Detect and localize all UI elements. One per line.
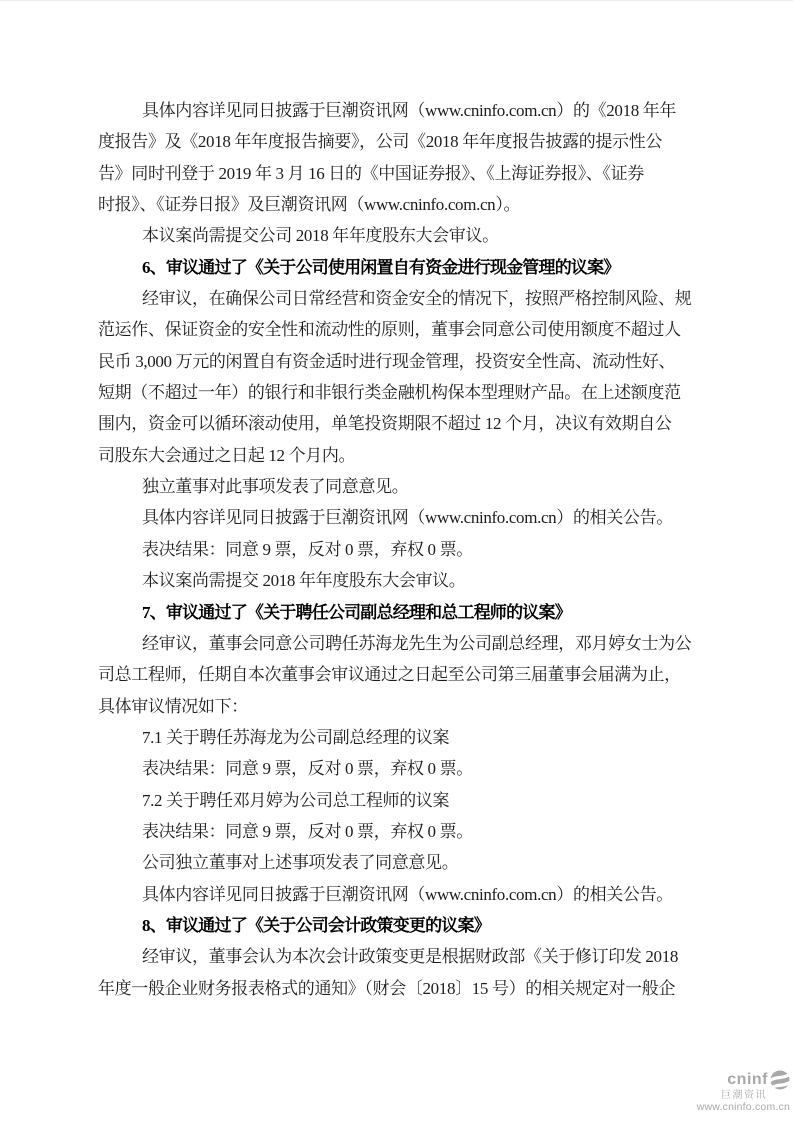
doc-line: 具体内容详见同日披露于巨潮资讯网（www.cninfo.com.cn）的《2018 年年 bbox=[142, 101, 677, 120]
section-8-heading: 8、审议通过了《关于公司会计政策变更的议案》 bbox=[142, 915, 490, 935]
doc-line: 时报》、《证券日报》及巨潮资讯网（www.cninfo.com.cn）。 bbox=[98, 195, 521, 215]
subsection-7-2-line: 7.2 关于聘任邓月婷为公司总工程师的议案 bbox=[142, 790, 450, 810]
vote-result-line: 表决结果：同意 9 票，反对 0 票，弃权 0 票。 bbox=[142, 821, 473, 841]
cninfo-watermark bbox=[697, 1070, 790, 1113]
doc-line: 具体内容详见同日披露于巨潮资讯网（www.cninfo.com.cn）的相关公告。 bbox=[142, 508, 673, 528]
cninfo-swirl-icon bbox=[770, 1070, 790, 1090]
doc-line: 民币 3,000 万元的闲置自有资金适时进行现金管理，投资安全性高、流动性好、 bbox=[98, 351, 676, 371]
doc-line: 短期（不超过一年）的银行和非银行类金融机构保本型理财产品。在上述额度范 bbox=[98, 383, 681, 403]
document-body bbox=[98, 95, 690, 1004]
doc-line: 具体审议情况如下： bbox=[98, 696, 248, 716]
doc-line: 经审议，在确保公司日常经营和资金安全的情况下，按照严格控制风险、规 bbox=[142, 289, 692, 309]
doc-line: 公司独立董事对上述事项发表了同意意见。 bbox=[142, 853, 459, 873]
section-6-heading: 6、审议通过了《关于公司使用闲置自有资金进行现金管理的议案》 bbox=[142, 257, 620, 277]
vote-result-line: 表决结果：同意 9 票，反对 0 票，弃权 0 票。 bbox=[142, 539, 473, 559]
cninfo-logo-cn: 巨潮资讯 bbox=[721, 1090, 767, 1101]
doc-line: 具体内容详见同日披露于巨潮资讯网（www.cninfo.com.cn）的相关公告。 bbox=[142, 884, 673, 904]
doc-line: 本议案尚需提交 2018 年年度股东大会审议。 bbox=[142, 571, 466, 591]
doc-line: 独立董事对此事项发表了同意意见。 bbox=[142, 477, 409, 497]
doc-line: 范运作、保证资金的安全性和流动性的原则，董事会同意公司使用额度不超过人 bbox=[98, 320, 681, 340]
cninfo-logo-text: cninf bbox=[727, 1071, 768, 1088]
doc-line: 司股东大会通过之日起 12 个月内。 bbox=[98, 445, 356, 465]
cninfo-url: www.cninfo.com.cn bbox=[696, 1101, 790, 1113]
doc-line: 围内，资金可以循环滚动使用，单笔投资期限不超过 12 个月，决议有效期自公 bbox=[98, 414, 672, 434]
cninfo-logo bbox=[697, 1070, 790, 1090]
doc-line: 年度一般企业财务报表格式的通知》（财会〔2018〕15 号）的相关规定对一般企 bbox=[98, 978, 676, 998]
section-7-heading: 7、审议通过了《关于聘任公司副总经理和总工程师的议案》 bbox=[142, 602, 571, 622]
vote-result-line: 表决结果：同意 9 票，反对 0 票，弃权 0 票。 bbox=[142, 759, 473, 779]
doc-line: 司总工程师，任期自本次董事会审议通过之日起至公司第三届董事会届满为止， bbox=[98, 665, 681, 685]
subsection-7-1-line: 7.1 关于聘任苏海龙为公司副总经理的议案 bbox=[142, 727, 450, 747]
doc-line: 经审议，董事会同意公司聘任苏海龙先生为公司副总经理，邓月婷女士为公 bbox=[142, 633, 692, 653]
doc-line: 告》同时刊登于 2019 年 3 月 16 日的《中国证券报》、《上海证券报》、《证券 bbox=[98, 163, 644, 183]
doc-line: 度报告》及《2018 年年度报告摘要》，公司《2018 年年度报告披露的提示性公 bbox=[98, 132, 662, 152]
doc-line: 经审议，董事会认为本次会计政策变更是根据财政部《关于修订印发 2018 bbox=[142, 947, 678, 967]
page-top-edge bbox=[0, 0, 793, 1]
doc-line: 本议案尚需提交公司 2018 年年度股东大会审议。 bbox=[142, 226, 499, 246]
